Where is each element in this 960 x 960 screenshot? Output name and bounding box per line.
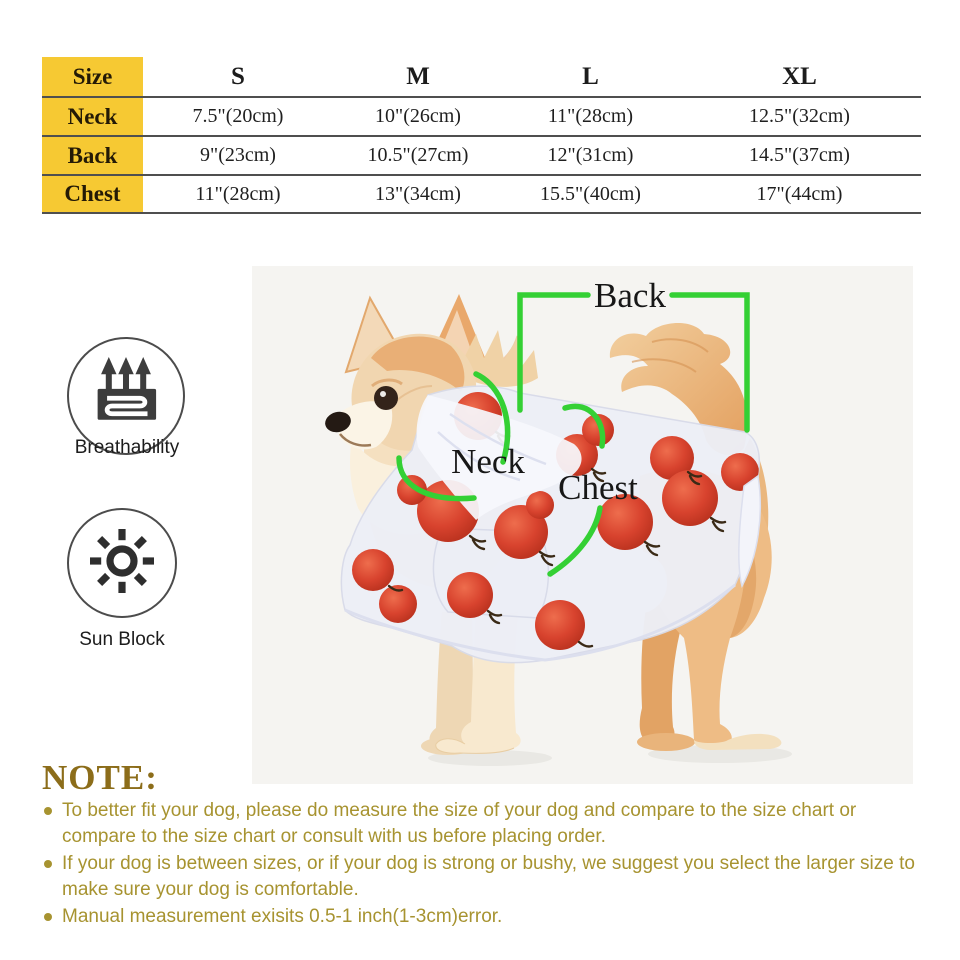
- neck-xl-cell: 12.5"(32cm): [749, 105, 850, 127]
- header-m-cell: M: [406, 62, 430, 90]
- back-xl-cell: 14.5"(37cm): [749, 144, 850, 166]
- dog-measurement-diagram: [252, 266, 913, 784]
- neck-s-cell: 7.5"(20cm): [192, 105, 284, 127]
- neck-l-cell: 11"(28cm): [547, 105, 634, 127]
- chest-xl-cell: 17"(44cm): [756, 182, 843, 205]
- chest-row-label: Chest: [42, 176, 143, 212]
- breathability-label: Breathability: [74, 437, 180, 458]
- sun-block-badge: [67, 508, 177, 618]
- table-row-neck: [42, 98, 921, 137]
- back-row-label: Back: [42, 137, 143, 174]
- note-item: To better fit your dog, please do measure the size of your dog and compare to the size chart or compare to the size chart or consult with us before placing order.: [42, 798, 920, 850]
- note-item: If your dog is between sizes, or if your dog is strong or bushy, we suggest you select the larger size to make sure your dog is comfortable.: [42, 851, 920, 903]
- neck-label: Neck: [451, 442, 525, 481]
- chest-label: Chest: [558, 468, 638, 507]
- breathability-icon: [83, 351, 169, 442]
- table-header-row: [42, 57, 921, 98]
- back-m-cell: 10.5"(27cm): [367, 144, 469, 166]
- size-chart-table: [42, 57, 921, 214]
- neck-row-label: Neck: [42, 98, 143, 135]
- chest-s-cell: 11"(28cm): [195, 182, 281, 205]
- note-heading: NOTE:: [42, 758, 158, 797]
- note-item: Manual measurement exisits 0.5-1 inch(1-3cm)error.: [42, 904, 920, 930]
- header-l-cell: L: [582, 62, 599, 90]
- chest-l-cell: 15.5"(40cm): [540, 182, 641, 205]
- chest-m-cell: 13"(34cm): [375, 182, 461, 205]
- dog-photo: [252, 266, 913, 784]
- table-row-back: [42, 137, 921, 176]
- header-xl-cell: XL: [782, 62, 817, 90]
- header-s-cell: S: [231, 62, 245, 90]
- sun-block-icon: [82, 521, 162, 606]
- back-l-cell: 12"(31cm): [547, 144, 634, 166]
- back-label: Back: [594, 276, 666, 315]
- header-size-cell: Size: [42, 57, 143, 96]
- back-s-cell: 9"(23cm): [200, 144, 276, 166]
- table-row-chest: [42, 176, 921, 214]
- note-list: [42, 798, 920, 931]
- dog-eye: [374, 386, 398, 410]
- sun-block-label: Sun Block: [79, 629, 165, 650]
- neck-m-cell: 10"(26cm): [375, 105, 461, 127]
